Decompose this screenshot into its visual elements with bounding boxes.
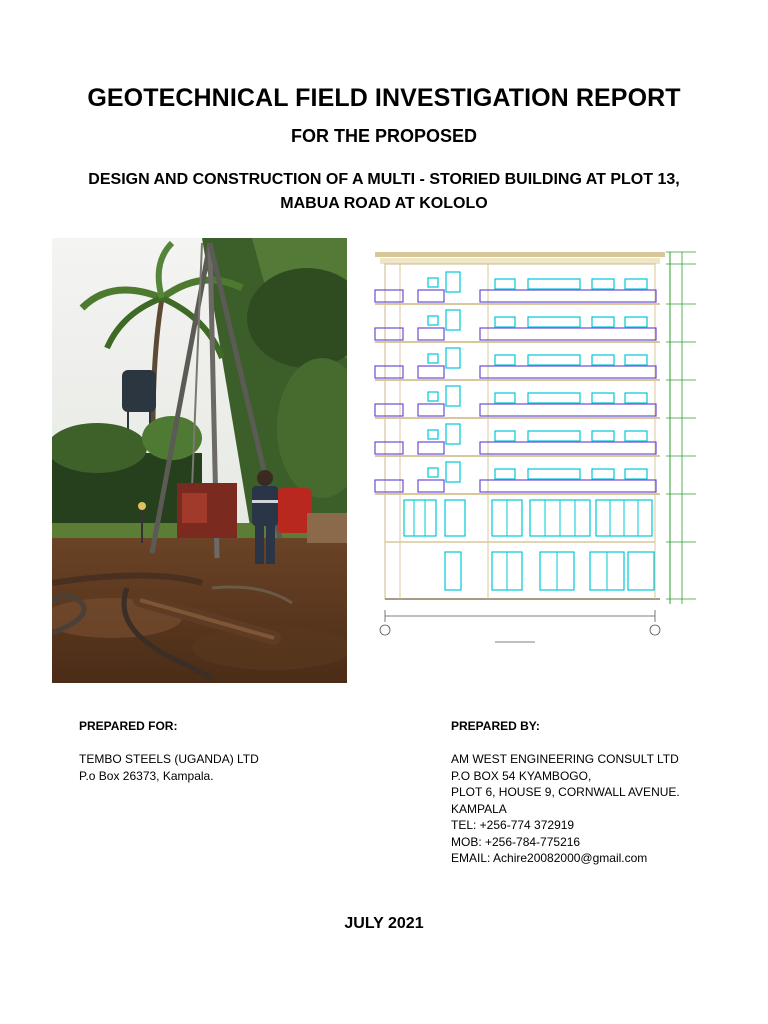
prepared-for-label: PREPARED FOR: (79, 719, 178, 733)
project-line-1: DESIGN AND CONSTRUCTION OF A MULTI - STORIED BUILDING AT PLOT 13, (88, 171, 680, 188)
prepared-by-label: PREPARED BY: (451, 719, 540, 733)
prepared-for-line: P.o Box 26373, Kampala. (79, 768, 214, 783)
upper-floor (375, 386, 660, 418)
elevation-illustration (370, 244, 700, 654)
building-elevation-drawing (370, 244, 700, 654)
prepared-for-details (79, 751, 259, 784)
drilling-rig-illustration (52, 238, 347, 683)
prepared-by-details (451, 751, 680, 867)
prepared-by-email: EMAIL: Achire20082000@gmail.com (451, 851, 648, 865)
report-title: GEOTECHNICAL FIELD INVESTIGATION REPORT (87, 84, 681, 112)
drilling-rig-photo (52, 238, 347, 683)
level-dimensions (666, 252, 696, 604)
upper-floor (375, 462, 660, 494)
project-line-2: MABUA ROAD AT KOLOLO (280, 195, 488, 212)
prepared-by-line: TEL: +256-774 372919 (451, 818, 575, 832)
upper-floor (375, 424, 660, 456)
prepared-by-line: MOB: +256-784-775216 (451, 834, 581, 849)
prepared-by-line: AM WEST ENGINEERING CONSULT LTD (451, 752, 679, 766)
upper-floor (375, 348, 660, 380)
prepared-by-line: PLOT 6, HOUSE 9, CORNWALL AVENUE. (451, 785, 680, 799)
report-subtitle: FOR THE PROPOSED (290, 126, 478, 146)
prepared-for-line: TEMBO STEELS (UGANDA) LTD (79, 752, 259, 766)
upper-floor (375, 272, 660, 304)
prepared-by-line: P.O BOX 54 KYAMBOGO, (451, 768, 592, 783)
upper-floor (375, 310, 660, 342)
report-date: JULY 2021 (344, 915, 424, 932)
ground-floors (385, 500, 655, 590)
project-description (40, 168, 728, 216)
prepared-by-line: KAMPALA (451, 801, 507, 816)
